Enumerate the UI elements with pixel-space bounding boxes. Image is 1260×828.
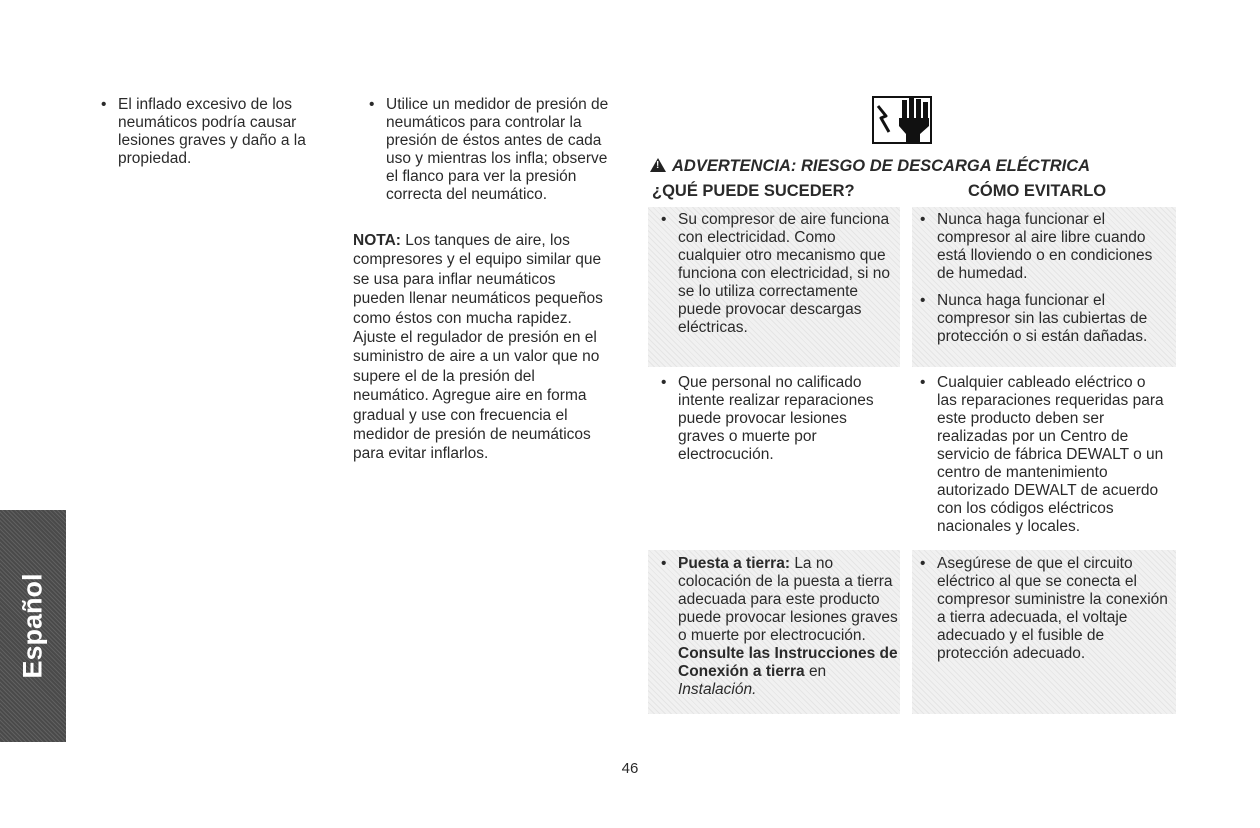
row3-what-bold: Puesta a tierra: bbox=[678, 555, 790, 572]
overinflation-bullet: • El inflado excesivo de los neumáticos podría causar lesiones graves y daño a la propiedad. bbox=[101, 96, 306, 167]
gauge-bullet: • Utilice un medidor de presión de neumáticos para controlar la presión de éstos antes de cada uso y mientras los infla; observe el flanco para ver la presión correcta del neumático. bbox=[369, 96, 609, 203]
note-text: Los tanques de aire, los compresores y el equipo similar que se usa para inflar neumáticos pueden llenar neumáticos pequeños como éstos con mucha rapidez. Ajuste el regulador de presión en el suministro de aire a un valor que no supere el de la presión del neumático. Agregue aire en forma gradual y use con frecuencia el medidor de presión de neumáticos para evitar inflarlos. bbox=[353, 232, 603, 463]
row3-how-text: Asegúrese de que el circuito eléctrico al que se conecta el compresor suministre la conexión a tierra adecuada, el voltaje adecuado y el fusible de protección adecuado. bbox=[937, 555, 1168, 662]
row3-how: • Asegúrese de que el circuito eléctrico al que se conecta el compresor suministre la conexión a tierra adecuada, el voltaje adecuado y el fusible de protección adecuado. bbox=[920, 555, 1168, 662]
language-side-tab bbox=[0, 510, 66, 742]
how-to-prevent-heading: CÓMO EVITARLO bbox=[968, 182, 1107, 200]
row3-what-text: La no colocación de la puesta a tierra adecuada para este producto puede provocar lesiones graves o muerte por electrocución. bbox=[678, 555, 898, 644]
warning-triangle-icon bbox=[650, 158, 666, 172]
language-label: Español bbox=[17, 573, 48, 679]
row1-how-2-text: Nunca haga funcionar el compresor sin las cubiertas de protección o si están dañadas. bbox=[937, 292, 1148, 345]
warning-title-text: ADVERTENCIA: RIESGO DE DESCARGA ELÉCTRICA bbox=[671, 157, 1091, 175]
note-label: NOTA: bbox=[353, 232, 401, 249]
warning-title bbox=[650, 157, 1150, 176]
what-can-happen-heading: ¿QUÉ PUEDE SUCEDER? bbox=[652, 182, 855, 200]
row2-what-text: Que personal no calificado intente realizar reparaciones puede provocar lesiones graves o muerte por electrocución. bbox=[678, 374, 874, 463]
row3-what-ref-italic: Instalación. bbox=[678, 681, 757, 698]
electric-shock-hazard-icon bbox=[872, 96, 932, 144]
row2-how-text: Cualquier cableado eléctrico o las reparaciones requeridas para este producto deben ser realizadas por un Centro de servicio de fábrica DEWALT o un centro de mantenimiento autorizado DEWALT de acuerdo con los códigos eléctricos nacionales y locales. bbox=[937, 374, 1164, 535]
row1-how-1-text: Nunca haga funcionar el compresor al aire libre cuando está lloviendo o en condiciones de humedad. bbox=[937, 211, 1153, 282]
row2-what: • Que personal no calificado intente realizar reparaciones puede provocar lesiones graves o muerte por electrocución. bbox=[661, 374, 874, 463]
row1-what-text: Su compresor de aire funciona con electricidad. Como cualquier otro mecanismo que funciona con electricidad, si no se lo utiliza correctamente puede provocar descargas eléctricas. bbox=[678, 211, 890, 336]
row1-what: • Su compresor de aire funciona con electricidad. Como cualquier otro mecanismo que funciona con electricidad, si no se lo utiliza correctamente puede provocar descargas eléctricas. bbox=[661, 211, 890, 336]
row1-how-2: • Nunca haga funcionar el compresor sin las cubiertas de protección o si están dañadas. bbox=[920, 292, 1148, 345]
row1-how-1: • Nunca haga funcionar el compresor al aire libre cuando está lloviendo o en condiciones de humedad. bbox=[920, 211, 1153, 282]
row3-what: • Puesta a tierra: La no colocación de la puesta a tierra adecuada para este producto puede provocar lesiones graves o muerte por electrocución. Consulte las Instrucciones de Conexión a tierra en Instalación. bbox=[661, 555, 898, 698]
gauge-text: Utilice un medidor de presión de neumáticos para controlar la presión de éstos antes de cada uso y mientras los infla; observe el flanco para ver la presión correcta del neumático. bbox=[386, 96, 609, 203]
overinflation-text: El inflado excesivo de los neumáticos podría causar lesiones graves y daño a la propiedad. bbox=[118, 96, 306, 167]
page-number: 46 bbox=[621, 760, 639, 777]
row3-what-ref-mid: en bbox=[808, 663, 827, 680]
row2-how: • Cualquier cableado eléctrico o las reparaciones requeridas para este producto deben ser realizadas por un Centro de servicio de fábrica DEWALT o un centro de mantenimiento autorizado DEWALT de acuerdo con los códigos eléctricos nacionales y locales. bbox=[920, 374, 1164, 535]
note-paragraph bbox=[353, 231, 611, 464]
row3-what-ref-bold: Consulte las Instrucciones de Conexión a tierra bbox=[678, 645, 898, 680]
